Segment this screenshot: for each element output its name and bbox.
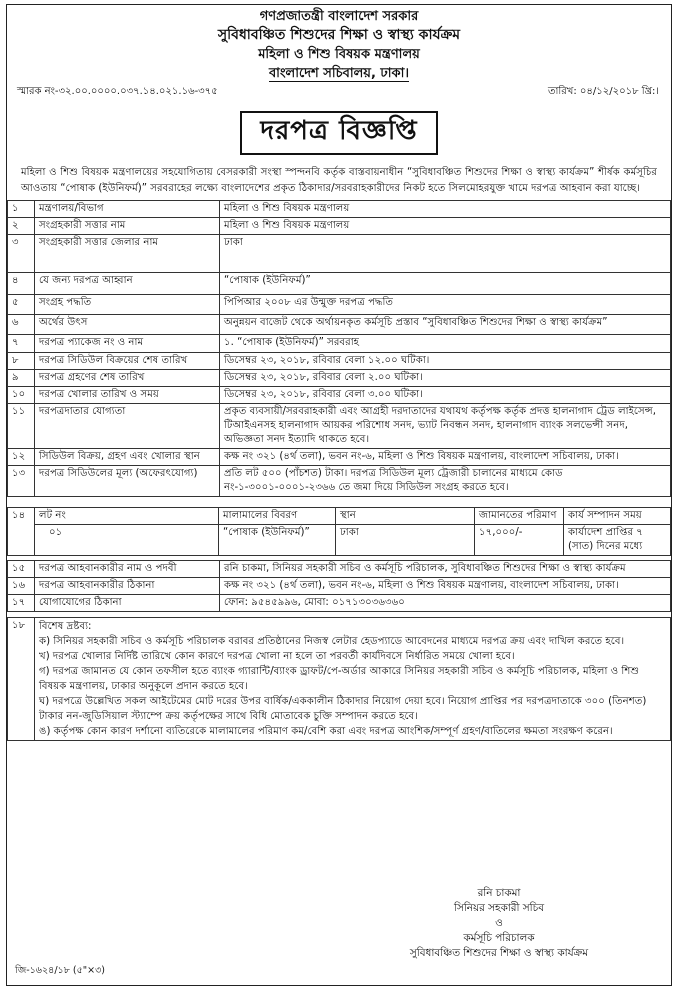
row-label: মন্ত্রণালয়/বিভাগ xyxy=(35,200,220,217)
notice-title xyxy=(7,111,671,155)
memo-line xyxy=(7,85,671,99)
table-row xyxy=(8,234,671,272)
row-value: ডিসেম্বর ২৩, ২০১৮, রবিবার বেলা ৩.০০ ঘটিকা। xyxy=(220,386,671,403)
memo-ref: স্মারক নং-৩২.০০.০০০০.০৩৭.১৪.০২১.১৬-৩৭৫ xyxy=(17,86,218,97)
issuer-table xyxy=(7,560,671,612)
signatory-program: সুবিধাবঞ্চিত শিশুদের শিক্ষা ও স্বাস্থ্য কার্যক্রম xyxy=(409,947,589,959)
row-label: অর্থের উৎস xyxy=(35,314,220,334)
table-row xyxy=(8,403,671,448)
ministry-name: মহিলা ও শিশু বিষয়ক মন্ত্রণালয় xyxy=(258,47,420,62)
notes-row xyxy=(8,617,671,740)
lot-cell: কার্যাদেশ প্রাপ্তির ৭ (সাত) দিনের মধ্যে xyxy=(564,524,671,555)
row-value: “পোষাক (ইউনিফর্ম)” xyxy=(220,272,671,294)
row-sl: ১৫ xyxy=(8,560,35,577)
signatory-and: ও xyxy=(495,917,503,929)
row-label: দরপত্র আহবানকারীর ঠিকানা xyxy=(35,577,220,594)
row-value: অনুন্নয়ন বাজেট থেকে অর্থায়নকৃত কর্মসূচি প্রস্তাব “সুবিধাবঞ্চিত শিশুদের শিক্ষা ও স্বাস্থ্য কার্যক্রম” xyxy=(220,314,671,334)
row-label: দরপত্র খোলার তারিখ ও সময় xyxy=(35,386,220,403)
lot-header-cell: কার্য সম্পাদন সময় xyxy=(564,507,671,524)
notes-heading: বিশেষ দ্রষ্টব্য: xyxy=(39,620,92,632)
table-row xyxy=(8,314,671,334)
notes-sl: ১৮ xyxy=(8,617,35,740)
table-row xyxy=(8,352,671,369)
row-value: ডিসেম্বর ২৩, ২০১৮, রবিবার বেলা ২.০০ ঘটিকা। xyxy=(220,369,671,386)
notice-title-text: দরপত্র বিজ্ঞপ্তি xyxy=(240,111,437,155)
program-name: সুবিধাবঞ্চিত শিশুদের শিক্ষা ও স্বাস্থ্য কার্যক্রম xyxy=(217,27,461,43)
row-label: দরপত্র প্যাকেজ নং ও নাম xyxy=(35,334,220,352)
note-item: ক) সিনিয়র সহকারী সচিব ও কর্মসূচি পরিচালক বরাবর প্রতিষ্ঠানের নিজস্ব লেটার হেডপ্যাডে আবেদনের মাধ্যমে দরপত্র ক্রয় এবং দাখিল করতে হবে। xyxy=(39,635,625,647)
row-sl: ১৩ xyxy=(8,465,35,496)
table-row xyxy=(8,369,671,386)
row-value: প্রকৃত ব্যবসায়ী/সরবরাহকারী এবং আগ্রহী দরদাতাদের যথাযথ কর্তৃপক্ষ কর্তৃক প্রদত্ত হালনাগাদ ট্রেড লাইসেন্স, টিআইএনসহ হালনাগাদ আয়কর পরিশোধ সনদ, ভ্যাট নিবন্ধন সনদ, হালনাগাদ ব্যাংক সলভেন্সী সনদ, অভিজ্ঞতা সনদ ইত্যাদি থাকতে হবে। xyxy=(220,403,671,448)
tender-details-body xyxy=(8,200,671,496)
table-row xyxy=(8,465,671,496)
row-value: ডিসেম্বর ২৩, ২০১৮, রবিবার বেলা ১২.০০ ঘটিকা। xyxy=(220,352,671,369)
note-item: ঙ) কর্তৃপক্ষ কোন কারণ দর্শানো ব্যতিরেকে মালামালের পরিমাণ কম/বেশি করা এবং দরপত্র আংশিক/সম্পূর্ণ গ্রহণ/বাতিলের ক্ষমতা সংরক্ষণ করেন। xyxy=(39,725,613,737)
table-gap xyxy=(7,497,671,507)
table-row xyxy=(8,272,671,294)
lot-cell: ঢাকা xyxy=(336,524,475,555)
row-sl: ১০ xyxy=(8,386,35,403)
row-label: যোগাযোগের ঠিকানা xyxy=(35,594,220,611)
lot-sl: ১৪ xyxy=(8,507,35,555)
notes-table xyxy=(7,617,671,741)
row-label: দরপত্রদাতার যোগ্যতা xyxy=(35,403,220,448)
issuer-body xyxy=(8,560,671,611)
lot-cell: “পোষাক (ইউনিফর্ম)” xyxy=(219,524,336,555)
row-value: পিপিআর ২০০৮ এর উন্মুক্ত দরপত্র পদ্ধতি xyxy=(220,294,671,314)
row-value: প্রতি লট ৫০০ (পাঁচশত) টাকা। দরপত্র সিডিউল মূল্য ট্রেজারী চালানের মাধ্যমে কোড নং-১-৩০০১-০০০১-২৩৬৬ তে জমা দিয়ে সিডিউল সংগ্রহ করতে হবে। xyxy=(220,465,671,496)
office-address xyxy=(7,64,671,83)
row-value: মহিলা ও শিশু বিষয়ক মন্ত্রণালয় xyxy=(220,200,671,217)
table-row xyxy=(8,334,671,352)
signatory-designation-2: কর্মসূচি পরিচালক xyxy=(463,932,535,944)
office-address-text: বাংলাদেশ সচিবালয়, ঢাকা। xyxy=(268,66,410,81)
table-row xyxy=(8,294,671,314)
row-sl: ৪ xyxy=(8,272,35,294)
row-label: দরপত্র সিডিউল বিক্রয়ের শেষ তারিখ xyxy=(35,352,220,369)
lot-header-cell: লট নং xyxy=(35,507,219,524)
table-row xyxy=(8,577,671,594)
table-row xyxy=(8,594,671,611)
row-label: দরপত্র গ্রহণের শেষ তারিখ xyxy=(35,369,220,386)
row-label: সংগ্রহ পদ্ধতি xyxy=(35,294,220,314)
tender-details-table xyxy=(7,200,671,497)
notes-list xyxy=(39,634,666,739)
lot-row xyxy=(8,524,671,555)
row-label: সংগ্রহকারী সত্তার নাম xyxy=(35,217,220,234)
tender-notice xyxy=(6,4,672,986)
row-sl: ৮ xyxy=(8,352,35,369)
lot-header-row xyxy=(8,507,671,524)
signatory-name: রনি চাকমা xyxy=(477,887,521,899)
note-item: খ) দরপত্র খোলার নির্দিষ্ট তারিখে কোন কারণে দরপত্র খোলা না হলে তা পরবর্তী কার্যদিবসে নির্ধারিত সময়ে খোলা হবে। xyxy=(39,650,515,662)
table-row xyxy=(8,217,671,234)
row-sl: ২ xyxy=(8,217,35,234)
lot-header-cell: মালামালের বিবরণ xyxy=(219,507,336,524)
row-value: ঢাকা xyxy=(220,234,671,272)
row-sl: ১ xyxy=(8,200,35,217)
lot-cell: ১৭,০০০/- xyxy=(475,524,564,555)
row-label: যে জন্য দরপত্র আহ্বান xyxy=(35,272,220,294)
row-value: ১. “পোষাক (ইউনিফর্ম)” সরবরাহ xyxy=(220,334,671,352)
row-sl: ৬ xyxy=(8,314,35,334)
notes-content xyxy=(35,617,671,740)
row-sl: ১১ xyxy=(8,403,35,448)
row-sl: ১৭ xyxy=(8,594,35,611)
row-sl: ৯ xyxy=(8,369,35,386)
signatory-designation: সিনিয়র সহকারী সচিব xyxy=(454,902,544,914)
note-item: ঘ) দরপত্রে উল্লেখিত সকল আইটেমের মোট দরের উপর বার্ষিক/এককালীন ঠিকাদার নিয়োগ দেয়া হবে। নিয়োগ প্রাপ্তির পর দরপত্রদাতাকে ৩০০ (তিনশত) টাকার নন-জুডিসিয়াল স্ট্যাম্পে ক্রয় কর্তৃপক্ষের সাথে বিধি মোতাবেক চুক্তি সম্পাদন করতে হবে। xyxy=(39,695,647,722)
row-value: ফোন: ৯৫৪৫৯৯৬, মোবা: ০১৭১৩০৩৬৩৬০ xyxy=(220,594,671,611)
row-value: কক্ষ নং ৩২১ (৪র্থ তলা), ভবন নং-৬, মহিলা ও শিশু বিষয়ক মন্ত্রণালয়, বাংলাদেশ সচিবালয়, ঢাকা। xyxy=(220,448,671,465)
lot-cell: ০১ xyxy=(35,524,219,555)
lot-table xyxy=(7,507,671,556)
row-label: দরপত্র আহবানকারীর নাম ও পদবী xyxy=(35,560,220,577)
row-sl: ৭ xyxy=(8,334,35,352)
intro-paragraph: মহিলা ও শিশু বিষয়ক মন্ত্রণালয়ের সহযোগিতায় বেসরকারী সংস্থা স্পন্দনবি কর্তৃক বাস্তবায়নাধীন “সুবিধাবঞ্চিত শিশুদের শিক্ষা ও স্বাস্থ্য কার্যক্রম” শীর্ষক কর্মসূচির আওতায় “পোষাক (ইউনিফর্ম)” সরবরাহের লক্ষ্যে বাংলাদেশের প্রকৃত ঠিকাদার/সরবরাহকারীদের নিকট হতে সিলমোহরযুক্ত খামে দরপত্র আহবান করা যাচ্ছে। xyxy=(21,166,657,194)
table-row xyxy=(8,560,671,577)
table-row xyxy=(8,200,671,217)
govt-name: গণপ্রজাতন্ত্রী বাংলাদেশ সরকার xyxy=(259,9,419,24)
row-label: সংগ্রহকারী সত্তার জেলার নাম xyxy=(35,234,220,272)
lot-header-cell: জামানতের পরিমাণ xyxy=(475,507,564,524)
row-value: কক্ষ নং ৩২১ (৪র্থ তলা), ভবন নং-৬, মহিলা ও শিশু বিষয়ক মন্ত্রণালয়, বাংলাদেশ সচিবালয়, ঢাকা। xyxy=(220,577,671,594)
signature-block xyxy=(389,886,609,961)
memo-date: তারিখ: ০৪/১২/২০১৮ খ্রি:। xyxy=(547,86,659,97)
row-label: সিডিউল বিক্রয়, গ্রহণ এবং খোলার স্থান xyxy=(35,448,220,465)
row-value: রনি চাকমা, সিনিয়র সহকারী সচিব ও কর্মসূচি পরিচালক, সুবিধাবঞ্চিত শিশুদের শিক্ষা ও স্বাস্থ্য কার্যক্রম xyxy=(220,560,671,577)
row-sl: ৩ xyxy=(8,234,35,272)
footer-code: জি-১৬২৪/১৮ (৫"×৩) xyxy=(15,964,105,976)
row-label: দরপত্র সিডিউলের মূল্য (অফেরৎযোগ্য) xyxy=(35,465,220,496)
row-sl: ৫ xyxy=(8,294,35,314)
row-sl: ১৬ xyxy=(8,577,35,594)
table-row xyxy=(8,448,671,465)
lot-header-cell: স্থান xyxy=(336,507,475,524)
note-item: গ) দরপত্র জামানত যে কোন তফসীল হতে ব্যাংক গ্যারান্টি/ব্যাংক ড্রাফট/পে-অর্ডার আকারে সিনিয়র সহকারী সচিব ও কর্মসূচি পরিচালক, মহিলা ও শিশু বিষয়ক মন্ত্রণালয়, ঢাকার অনুকূলে প্রদান করতে হবে। xyxy=(39,665,640,692)
letterhead xyxy=(7,7,671,83)
table-row xyxy=(8,386,671,403)
row-value: মহিলা ও শিশু বিষয়ক মন্ত্রণালয় xyxy=(220,217,671,234)
row-sl: ১২ xyxy=(8,448,35,465)
